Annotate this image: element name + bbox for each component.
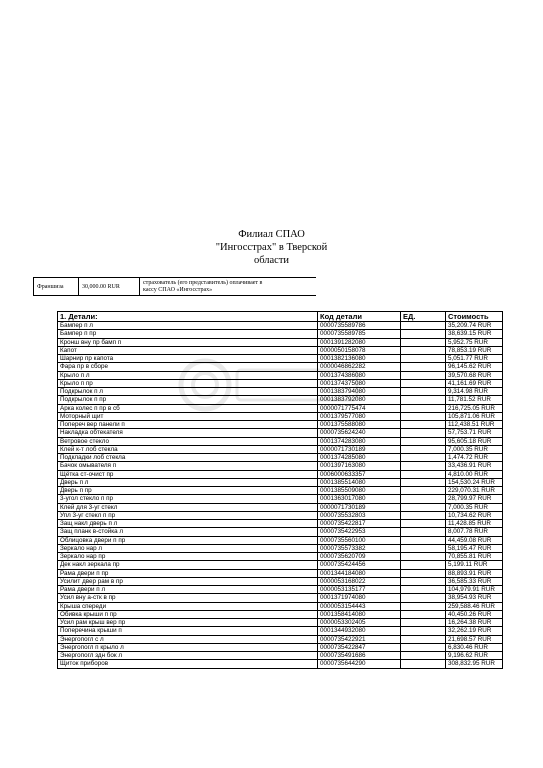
- table-row: [58, 586, 503, 594]
- part-unit: [401, 330, 446, 338]
- part-code: 0001344932080: [318, 627, 401, 635]
- table-row: [58, 445, 503, 453]
- part-unit: [401, 503, 446, 511]
- table-row: [58, 561, 503, 569]
- part-unit: [401, 346, 446, 354]
- part-cost: 33,436.91 RUR: [446, 462, 503, 470]
- table-row: [58, 569, 503, 577]
- part-name: Попереч вер панели п: [58, 421, 318, 429]
- franchise-table: [33, 277, 316, 296]
- table-row: [58, 487, 503, 495]
- part-code: 0000071730189: [318, 445, 401, 453]
- part-cost: 308,832.95 RUR: [446, 660, 503, 668]
- part-unit: [401, 635, 446, 643]
- part-cost: 154,530.24 RUR: [446, 478, 503, 486]
- part-name: Ветровое стекло: [58, 437, 318, 445]
- part-cost: 5,051.77 RUR: [446, 355, 503, 363]
- part-cost: 9,314.98 RUR: [446, 388, 503, 396]
- part-unit: [401, 487, 446, 495]
- part-cost: 6,830.46 RUR: [446, 643, 503, 651]
- part-name: Накладка обтекателя: [58, 429, 318, 437]
- part-code: 0001374375080: [318, 379, 401, 387]
- part-cost: 105,871.06 RUR: [446, 412, 503, 420]
- part-unit: [401, 388, 446, 396]
- part-code: 0001385514080: [318, 478, 401, 486]
- part-code: 0001374283080: [318, 437, 401, 445]
- part-unit: [401, 619, 446, 627]
- part-cost: 10,734.62 RUR: [446, 511, 503, 519]
- part-code: 0001379577080: [318, 412, 401, 420]
- part-code: 0001374386080: [318, 371, 401, 379]
- part-cost: 70,855.81 RUR: [446, 553, 503, 561]
- part-cost: 229,070.31 RUR: [446, 487, 503, 495]
- part-name: Щиток приборов: [58, 660, 318, 668]
- table-row: [58, 396, 503, 404]
- part-name: Бампер п пр: [58, 330, 318, 338]
- col-header-cost: Стоимость: [446, 312, 503, 322]
- part-name: Клей к-т лоб стекла: [58, 445, 318, 453]
- part-name: Крыло п л: [58, 371, 318, 379]
- part-code: 0001391282080: [318, 338, 401, 346]
- franchise-note-line-1: страхователь (его представитель) оплачивает в: [143, 279, 263, 286]
- document-header: [0, 228, 543, 267]
- part-unit: [401, 470, 446, 478]
- part-cost: 216,725.05 RUR: [446, 404, 503, 412]
- table-row: [58, 379, 503, 387]
- part-unit: [401, 536, 446, 544]
- part-cost: 7,000.35 RUR: [446, 445, 503, 453]
- table-row: [58, 355, 503, 363]
- part-cost: 96,145.62 RUR: [446, 363, 503, 371]
- part-code: 0001344184080: [318, 569, 401, 577]
- part-name: Зеркало нар л: [58, 544, 318, 552]
- table-row: [58, 429, 503, 437]
- part-name: Крыша спереди: [58, 602, 318, 610]
- part-code: 0000735532803: [318, 511, 401, 519]
- part-name: Энергопогл п крыло л: [58, 643, 318, 651]
- franchise-label: Франшиза: [34, 278, 79, 296]
- part-name: Зеркало нар пр: [58, 553, 318, 561]
- part-unit: [401, 412, 446, 420]
- part-unit: [401, 577, 446, 585]
- part-name: Рама двери п пр: [58, 569, 318, 577]
- part-cost: 40,450.26 RUR: [446, 610, 503, 618]
- part-code: 0000053135177: [318, 586, 401, 594]
- part-code: 0000735589785: [318, 330, 401, 338]
- table-row: [58, 371, 503, 379]
- part-code: 0001383792080: [318, 396, 401, 404]
- table-row: [58, 503, 503, 511]
- part-code: 0000071730189: [318, 503, 401, 511]
- part-unit: [401, 569, 446, 577]
- header-line-1: Филиал СПАО: [238, 229, 305, 240]
- part-cost: 259,588.46 RUR: [446, 602, 503, 610]
- part-code: 0000053154443: [318, 602, 401, 610]
- part-unit: [401, 429, 446, 437]
- part-name: Шарнир пр капота: [58, 355, 318, 363]
- part-name: Бампер п л: [58, 322, 318, 330]
- header-line-3: области: [253, 255, 290, 266]
- part-cost: 88,893.91 RUR: [446, 569, 503, 577]
- part-unit: [401, 421, 446, 429]
- part-code: 0001397163080: [318, 462, 401, 470]
- part-unit: [401, 379, 446, 387]
- part-code: 0001363017080: [318, 495, 401, 503]
- part-name: Дек накл зеркала пр: [58, 561, 318, 569]
- details-header-row: [58, 312, 503, 322]
- table-row: [58, 544, 503, 552]
- part-cost: 35,209.74 RUR: [446, 322, 503, 330]
- table-row: [58, 553, 503, 561]
- part-unit: [401, 322, 446, 330]
- part-cost: 11,428.85 RUR: [446, 520, 503, 528]
- part-code: 0001382136080: [318, 355, 401, 363]
- col-header-code: Код детали: [318, 312, 401, 322]
- part-cost: 38,954.93 RUR: [446, 594, 503, 602]
- part-unit: [401, 528, 446, 536]
- part-name: Подкрылок п л: [58, 388, 318, 396]
- part-name: 3-угол стекло п пр: [58, 495, 318, 503]
- part-cost: 41,161.69 RUR: [446, 379, 503, 387]
- table-row: [58, 528, 503, 536]
- table-row: [58, 635, 503, 643]
- part-code: 0000735573382: [318, 544, 401, 552]
- part-code: 0000053168022: [318, 577, 401, 585]
- part-unit: [401, 338, 446, 346]
- part-unit: [401, 363, 446, 371]
- part-name: Усилит двер рам в пр: [58, 577, 318, 585]
- table-row: [58, 594, 503, 602]
- table-row: [58, 330, 503, 338]
- part-cost: 44,459.08 RUR: [446, 536, 503, 544]
- part-name: Защ накл дверь п л: [58, 520, 318, 528]
- part-code: 0000735644290: [318, 660, 401, 668]
- part-code: 0000735422847: [318, 643, 401, 651]
- part-unit: [401, 561, 446, 569]
- part-name: Дверь п л: [58, 478, 318, 486]
- table-row: [58, 363, 503, 371]
- part-name: Рама двери п л: [58, 586, 318, 594]
- part-name: Клей для 3-уг стекл: [58, 503, 318, 511]
- table-row: [58, 388, 503, 396]
- part-cost: 8,007.78 RUR: [446, 528, 503, 536]
- table-row: [58, 660, 503, 668]
- part-name: Подкладки лоб стекла: [58, 454, 318, 462]
- table-row: [58, 577, 503, 585]
- part-cost: 95,605.18 RUR: [446, 437, 503, 445]
- part-cost: 16,264.38 RUR: [446, 619, 503, 627]
- part-unit: [401, 511, 446, 519]
- part-unit: [401, 462, 446, 470]
- table-row: [58, 470, 503, 478]
- part-name: Поперечина крыши п: [58, 627, 318, 635]
- table-row: [58, 478, 503, 486]
- details-table: [57, 311, 503, 669]
- table-row: [58, 437, 503, 445]
- details-body: [58, 322, 503, 669]
- col-header-details: 1. Детали:: [58, 312, 318, 322]
- franchise-value: 30,000.00 RUR: [79, 278, 140, 296]
- part-cost: 38,639.15 RUR: [446, 330, 503, 338]
- part-name: Щётка ст-очист пр: [58, 470, 318, 478]
- table-row: [58, 421, 503, 429]
- part-unit: [401, 602, 446, 610]
- table-row: [58, 404, 503, 412]
- part-cost: 39,570.68 RUR: [446, 371, 503, 379]
- table-row: [58, 536, 503, 544]
- table-row: [58, 322, 503, 330]
- part-name: Крыло п пр: [58, 379, 318, 387]
- part-name: Кронш вну пр бамп п: [58, 338, 318, 346]
- part-name: Энергопогл с л: [58, 635, 318, 643]
- part-cost: 4,810.00 RUR: [446, 470, 503, 478]
- part-unit: [401, 610, 446, 618]
- part-unit: [401, 371, 446, 379]
- part-unit: [401, 437, 446, 445]
- part-cost: 58,195.47 RUR: [446, 544, 503, 552]
- part-name: Дверь п пр: [58, 487, 318, 495]
- part-cost: 7,000.35 RUR: [446, 503, 503, 511]
- part-name: Усил рам крыш вер пр: [58, 619, 318, 627]
- part-code: 0001383794080: [318, 388, 401, 396]
- part-code: 0000050158078: [318, 346, 401, 354]
- part-name: Обивка крыши п пр: [58, 610, 318, 618]
- part-unit: [401, 445, 446, 453]
- part-name: Фара пр в сборе: [58, 363, 318, 371]
- part-name: Бачок омывателя п: [58, 462, 318, 470]
- part-cost: 28,799.97 RUR: [446, 495, 503, 503]
- part-unit: [401, 660, 446, 668]
- part-name: Капот: [58, 346, 318, 354]
- part-cost: 57,753.71 RUR: [446, 429, 503, 437]
- part-code: 0000735620709: [318, 553, 401, 561]
- table-row: [58, 454, 503, 462]
- part-code: 0000735422817: [318, 520, 401, 528]
- part-unit: [401, 396, 446, 404]
- part-unit: [401, 553, 446, 561]
- part-cost: 11,781.52 RUR: [446, 396, 503, 404]
- part-unit: [401, 643, 446, 651]
- table-row: [58, 338, 503, 346]
- part-name: Упл 3-уг стекл п пр: [58, 511, 318, 519]
- part-code: 0000735422953: [318, 528, 401, 536]
- table-row: [58, 610, 503, 618]
- part-code: 0000053302405: [318, 619, 401, 627]
- part-unit: [401, 627, 446, 635]
- part-code: 0000735560100: [318, 536, 401, 544]
- part-name: Энергопогл здн бок л: [58, 652, 318, 660]
- table-row: [58, 346, 503, 354]
- part-unit: [401, 454, 446, 462]
- part-unit: [401, 586, 446, 594]
- part-unit: [401, 594, 446, 602]
- part-code: 0000046862282: [318, 363, 401, 371]
- part-cost: 9,196.62 RUR: [446, 652, 503, 660]
- part-code: 0001375588080: [318, 421, 401, 429]
- table-row: [58, 495, 503, 503]
- part-cost: 5,952.75 RUR: [446, 338, 503, 346]
- franchise-note-line-2: кассу СПАО «Ингосстрах»: [143, 286, 213, 293]
- part-name: Моторный щит: [58, 412, 318, 420]
- part-code: 0000735422921: [318, 635, 401, 643]
- table-row: [58, 643, 503, 651]
- part-code: 0006000633357: [318, 470, 401, 478]
- part-unit: [401, 495, 446, 503]
- part-code: 0000735589786: [318, 322, 401, 330]
- part-unit: [401, 544, 446, 552]
- part-code: 0000735424456: [318, 561, 401, 569]
- part-cost: 1,474.72 RUR: [446, 454, 503, 462]
- part-unit: [401, 478, 446, 486]
- table-row: [58, 627, 503, 635]
- part-name: Подкрылок п пр: [58, 396, 318, 404]
- part-code: 0000735624240: [318, 429, 401, 437]
- part-name: Облицовка двери п пр: [58, 536, 318, 544]
- part-code: 0001374285080: [318, 454, 401, 462]
- part-code: 0001385509080: [318, 487, 401, 495]
- table-row: [58, 602, 503, 610]
- part-cost: 21,698.57 RUR: [446, 635, 503, 643]
- part-name: Защ планк в-стойка л: [58, 528, 318, 536]
- table-row: [58, 619, 503, 627]
- part-name: Арка колес п пр в сб: [58, 404, 318, 412]
- part-code: 0000071775474: [318, 404, 401, 412]
- part-unit: [401, 404, 446, 412]
- part-code: 0001358414080: [318, 610, 401, 618]
- part-unit: [401, 652, 446, 660]
- part-cost: 36,585.33 RUR: [446, 577, 503, 585]
- col-header-unit: ЕД.: [401, 312, 446, 322]
- part-code: 0000735491686: [318, 652, 401, 660]
- table-row: [58, 520, 503, 528]
- table-row: [58, 511, 503, 519]
- part-unit: [401, 355, 446, 363]
- part-cost: 78,853.19 RUR: [446, 346, 503, 354]
- franchise-note: [140, 278, 317, 296]
- header-line-2: "Ингосстрах" в Тверской: [215, 242, 328, 253]
- part-cost: 32,262.19 RUR: [446, 627, 503, 635]
- part-cost: 5,199.11 RUR: [446, 561, 503, 569]
- table-row: [58, 652, 503, 660]
- part-cost: 112,438.51 RUR: [446, 421, 503, 429]
- part-code: 0001371974080: [318, 594, 401, 602]
- part-name: Усил вну а-стк в пр: [58, 594, 318, 602]
- part-unit: [401, 520, 446, 528]
- table-row: [58, 412, 503, 420]
- table-row: [58, 462, 503, 470]
- part-cost: 104,979.91 RUR: [446, 586, 503, 594]
